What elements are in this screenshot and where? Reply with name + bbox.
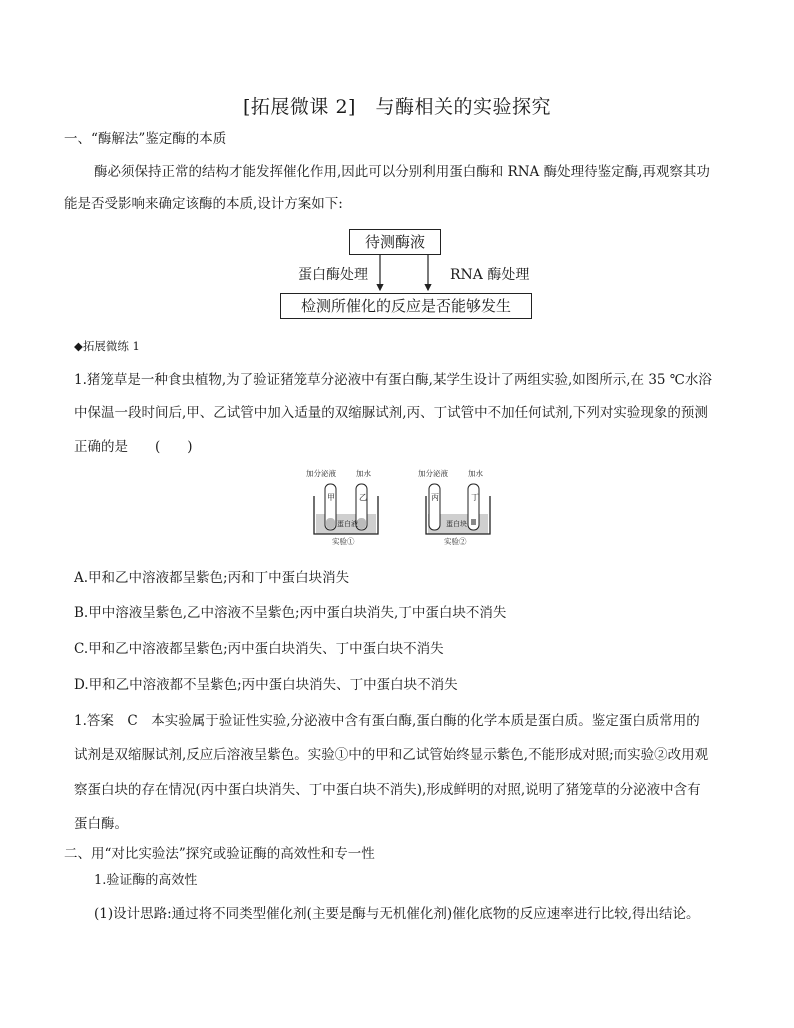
subsection-heading: 1.验证酶的高效性 bbox=[94, 873, 198, 888]
flow-left-label: 蛋白酶处理 bbox=[298, 267, 368, 283]
experiment-1-figure bbox=[304, 468, 388, 552]
section-heading: 二、用“对比实验法”探究或验证酶的高效性和专一性 bbox=[64, 846, 375, 862]
exp2-left-label: 加分泌液 bbox=[418, 469, 448, 478]
tube-label: 丙 bbox=[431, 493, 439, 502]
paragraph-line: 能是否受影响来确定该酶的本质,设计方案如下: bbox=[64, 196, 343, 212]
exp1-left-label: 加分泌液 bbox=[306, 469, 336, 478]
paragraph-line: (1)设计思路:通过将不同类型催化剂(主要是酶与无机催化剂)催化底物的反应速率进行比较,得出结论。 bbox=[94, 906, 700, 922]
exp2-content-label: 蛋白块 bbox=[446, 520, 467, 528]
option-c: C.甲和乙中溶液都呈紫色;丙中蛋白块消失、丁中蛋白块不消失 bbox=[74, 641, 444, 657]
answer-line: 蛋白酶。 bbox=[74, 816, 128, 832]
tube-label: 甲 bbox=[327, 493, 335, 502]
option-b: B.甲中溶液呈紫色,乙中溶液不呈紫色;丙中蛋白块消失,丁中蛋白块不消失 bbox=[74, 605, 507, 621]
question-line: 中保温一段时间后,甲、乙试管中加入适量的双缩脲试剂,丙、丁试管中不加任何试剂,下列对实验现象的预测 bbox=[74, 405, 708, 421]
practice-label: ◆拓展微练 1 bbox=[74, 339, 140, 353]
answer-line: 1.答案 C 本实验属于验证性实验,分泌液中含有蛋白酶,蛋白酶的化学本质是蛋白质。鉴定蛋白质常用的 bbox=[74, 713, 700, 729]
tube-label: 丁 bbox=[471, 493, 479, 502]
paragraph-line: 酶必须保持正常的结构才能发挥催化作用,因此可以分别利用蛋白酶和 RNA 酶处理待鉴定酶,再观察其功 bbox=[94, 164, 710, 180]
question-line: 1.猪笼草是一种食虫植物,为了验证猪笼草分泌液中有蛋白酶,某学生设计了两组实验,如图所示,在 35 ℃水浴 bbox=[74, 372, 712, 388]
exp1-caption: 实验① bbox=[332, 537, 355, 546]
flow-top-box: 待测酶液 bbox=[349, 229, 441, 255]
tube-label: 乙 bbox=[359, 493, 367, 502]
exp2-right-label: 加水 bbox=[468, 469, 483, 478]
option-d: D.甲和乙中溶液都不呈紫色;丙中蛋白块消失、丁中蛋白块不消失 bbox=[74, 677, 458, 693]
exp2-caption: 实验② bbox=[444, 537, 467, 546]
experiment-2-figure bbox=[416, 468, 500, 552]
section-heading: 一、“酶解法”鉴定酶的本质 bbox=[64, 131, 227, 147]
exp1-content-label: 蛋白液 bbox=[337, 520, 358, 528]
flow-right-label: RNA 酶处理 bbox=[450, 267, 530, 283]
answer-line: 试剂是双缩脲试剂,反应后溶液呈紫色。实验①中的甲和乙试管始终显示紫色,不能形成对照;而实验②改用观 bbox=[74, 747, 709, 763]
flow-bottom-box: 检测所催化的反应是否能够发生 bbox=[280, 293, 532, 319]
page-title: [拓展微课 2] 与酶相关的实验探究 bbox=[243, 96, 551, 118]
answer-line: 察蛋白块的存在情况(丙中蛋白块消失、丁中蛋白块不消失),形成鲜明的对照,说明了猪笼草的分泌液中含有 bbox=[74, 782, 701, 798]
exp1-right-label: 加水 bbox=[356, 469, 371, 478]
question-line: 正确的是 ( ) bbox=[74, 439, 193, 455]
option-a: A.甲和乙中溶液都呈紫色;丙和丁中蛋白块消失 bbox=[74, 570, 350, 586]
